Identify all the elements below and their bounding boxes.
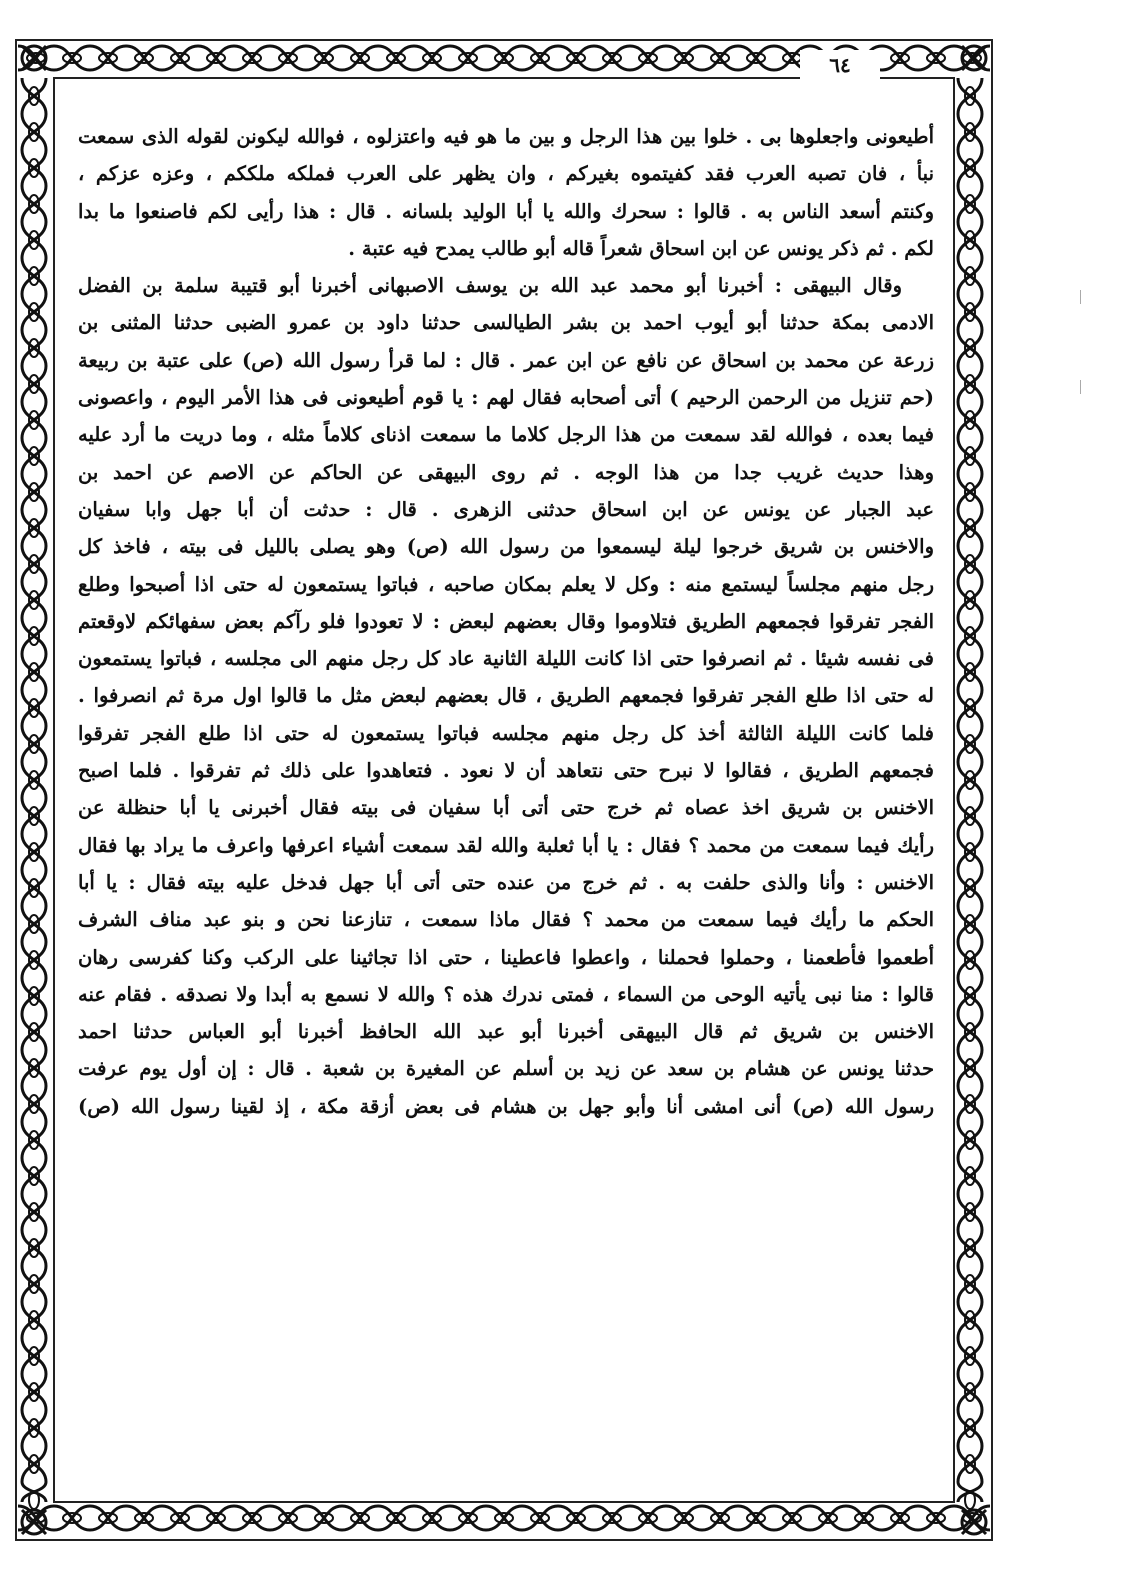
paragraph-start-line: وقال البيهقى : أخبرنا أبو محمد عبد الله بن يوسف الاصبهانى أخبرنا أبو قتيبة سلمة بن الفضل (78, 274, 902, 298)
text-line: وكنتم أسعد الناس به . قالوا : سحرك والله يا أبا الوليد بلسانه . قال : هذا رأيى لكم فاصنعوا ما بدا (78, 199, 934, 223)
margin-scan-mark (1080, 380, 1087, 394)
text-line: أطيعونى واجعلوها بى . خلوا بين هذا الرجل و بين ما هو فيه واعتزلوه ، فوالله ليكونن لقوله الذى سمعت (78, 125, 934, 148)
text-line: فيما بعده ، فوالله لقد سمعت من هذا الرجل كلاما ما سمعت اذناى كلاماً مثله ، وما دريت ما أرد عليه (78, 423, 934, 447)
text-line: عبد الجبار عن يونس عن ابن اسحاق حدثنى الزهرى . قال : حدثت أن أبا جهل وابا سفيان (78, 497, 934, 521)
text-line: فلما كانت الليلة الثالثة أخذ كل رجل منهم مجلسه فباتوا يستمعون له حتى اذا طلع الفجر تفرقوا (78, 721, 934, 745)
page-number: ٦٤ (800, 50, 880, 80)
text-line: رسول الله (ص) أنى امشى أنا وأبو جهل بن هشام فى بعض أزقة مكة ، إذ لقينا رسول الله (ص) (78, 1094, 934, 1118)
text-line: الادمى بمكة حدثنا أبو أيوب احمد بن بشر الطيالسى حدثنا داود بن عمرو الضبى حدثنا المثنى بن (78, 311, 934, 335)
text-line: قالوا : منا نبى يأتيه الوحى من السماء ، فمتى ندرك هذه ؟ والله لا نسمع به أبدا ولا نصدقه . فقام عنه (78, 982, 934, 1006)
text-line: رجل منهم مجلساً ليستمع منه : وكل لا يعلم بمكان صاحبه ، فباتوا يستمعون له حتى اذا أصبحوا وطلع (78, 572, 934, 596)
text-line: فجمعهم الطريق ، فقالوا لا نبرح حتى نتعاهد أن لا نعود . فتعاهدوا على ذلك ثم تفرقوا . فلما اصبح (78, 759, 934, 783)
text-line: رأيك فيما سمعت من محمد ؟ فقال : يا أبا ثعلبة والله لقد سمعت أشياء اعرفها واعرف ما يراد بها فقال (78, 833, 934, 857)
body-text (78, 118, 934, 1125)
text-line: الفجر تفرقوا فجمعهم الطريق فتلاوموا وقال بعضهم لبعض : لا تعودوا فلو رآكم بعض سفهائكم لاوقعتم (78, 609, 934, 633)
text-line: وهذا حديث غريب جدا من هذا الوجه . ثم روى البيهقى عن الحاكم عن الاصم عن احمد بن (78, 460, 934, 484)
text-line: نبأ ، فان تصبه العرب فقد كفيتموه بغيركم ، وان يظهر على العرب فملكه ملككم ، وعزه عزكم ، (78, 162, 934, 186)
text-line: أطعموا فأطعمنا ، وحملوا فحملنا ، واعطوا فاعطينا ، حتى اذا تجاثينا على الركب وكنا كفرسى رهان (78, 945, 934, 969)
text-line: الاخنس : وأنا والذى حلفت به . ثم خرج من عنده حتى أتى أبا جهل فدخل عليه بيته فقال : يا أبا (78, 870, 934, 894)
text-line: لكم . ثم ذكر يونس عن ابن اسحاق شعراً قاله أبو طالب يمدح فيه عتبة . (348, 236, 934, 260)
text-line: الاخنس بن شريق اخذ عصاه ثم خرج حتى أتى أبا سفيان فى بيته فقال أخبرنى يا أبا حنظلة عن (78, 796, 934, 820)
text-line: الاخنس بن شريق ثم قال البيهقى أخبرنا أبو عبد الله الحافظ أخبرنا أبو العباس حدثنا احمد (78, 1020, 934, 1044)
text-line: زرعة عن محمد بن اسحاق عن نافع عن ابن عمر . قال : لما قرأ رسول الله (ص) على عتبة بن ربيعة (78, 348, 934, 372)
text-line: حدثنا يونس عن هشام بن سعد عن زيد بن أسلم عن المغيرة بن شعبة . قال : إن أول يوم عرفت (78, 1057, 934, 1081)
margin-scan-mark (1080, 290, 1087, 304)
text-line: الحكم ما رأيك فيما سمعت من محمد ؟ فقال ماذا سمعت ، تنازعنا نحن و بنو عبد مناف الشرف (78, 908, 934, 932)
text-line: والاخنس بن شريق خرجوا ليلة ليسمعوا من رسول الله (ص) وهو يصلى بالليل فى بيته ، فاخذ كل (78, 535, 934, 559)
text-line: (حم تنزيل من الرحمن الرحيم ) أتى أصحابه فقال لهم : يا قوم أطيعونى فى هذا الأمر اليوم ، واعصونى (78, 386, 934, 410)
text-line: له حتى اذا طلع الفجر تفرقوا فجمعهم الطريق ، قال بعضهم لبعض مثل ما قالوا اول مرة ثم انصرفوا . (78, 684, 934, 708)
text-line: فى نفسه شيئا . ثم انصرفوا حتى اذا كانت الليلة الثانية عاد كل رجل منهم الى مجلسه ، فباتوا يستمعون (78, 647, 934, 671)
